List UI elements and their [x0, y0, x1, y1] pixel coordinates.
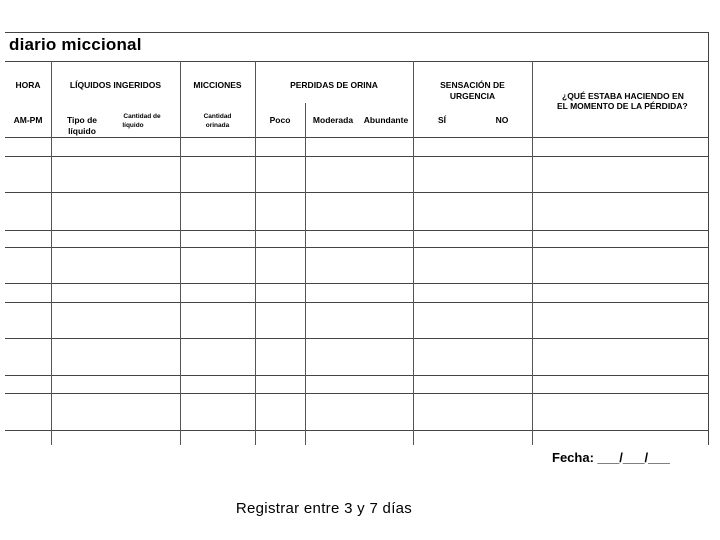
header-hora: HORA	[15, 80, 41, 90]
subheader-cantidad-orinada-line2: orinada	[205, 122, 230, 129]
header-question-line1: ¿QUÉ ESTABA HACIENDO EN	[562, 91, 684, 101]
subheader-poco: Poco	[269, 115, 291, 125]
subheader-am-pm: AM-PM	[13, 115, 43, 125]
column-divider	[305, 103, 306, 445]
row-divider	[5, 156, 708, 157]
header-liquidos-ingeridos: LÍQUIDOS INGERIDOS	[69, 80, 162, 90]
row-divider	[5, 430, 708, 431]
subheader-tipo-line2: líquido	[68, 126, 96, 136]
header-sensacion-line1: SENSACIÓN DE	[440, 80, 505, 90]
row-divider	[5, 230, 708, 231]
subheader-si: SÍ	[437, 115, 447, 125]
subheader-abundante: Abundante	[363, 115, 409, 125]
header-sensacion-line2: URGENCIA	[449, 91, 496, 101]
row-divider	[5, 393, 708, 394]
subheader-no: NO	[495, 115, 509, 125]
subheader-cantidad-orinada-line1: Cantidad	[203, 113, 232, 120]
header-perdidas-de-orina: PERDIDAS DE ORINA	[290, 80, 378, 90]
instruction-note: Registrar entre 3 y 7 días	[235, 500, 413, 517]
row-divider	[5, 192, 708, 193]
column-divider	[51, 61, 52, 445]
row-divider	[5, 302, 708, 303]
row-divider	[5, 247, 708, 248]
row-divider	[5, 338, 708, 339]
header-question-line2: EL MOMENTO DE LA PÉRDIDA?	[557, 101, 688, 111]
title-divider	[5, 61, 708, 62]
subheader-tipo-line1: Tipo de	[66, 115, 98, 125]
subheader-moderada: Moderada	[312, 115, 354, 125]
row-divider	[5, 375, 708, 376]
subheader-cantidad-liquido-line1: Cantidad de	[123, 113, 161, 120]
subheader-cantidad-liquido-line2: líquido	[122, 122, 144, 129]
header-micciones: MICCIONES	[193, 80, 242, 90]
date-field: Fecha: ___/___/___	[552, 450, 670, 465]
row-divider	[5, 283, 708, 284]
column-divider	[255, 61, 256, 445]
form-title: diario miccional	[9, 35, 142, 54]
micturition-diary-form	[5, 32, 709, 445]
row-divider	[5, 137, 708, 138]
column-divider	[532, 61, 533, 445]
column-divider	[413, 61, 414, 445]
